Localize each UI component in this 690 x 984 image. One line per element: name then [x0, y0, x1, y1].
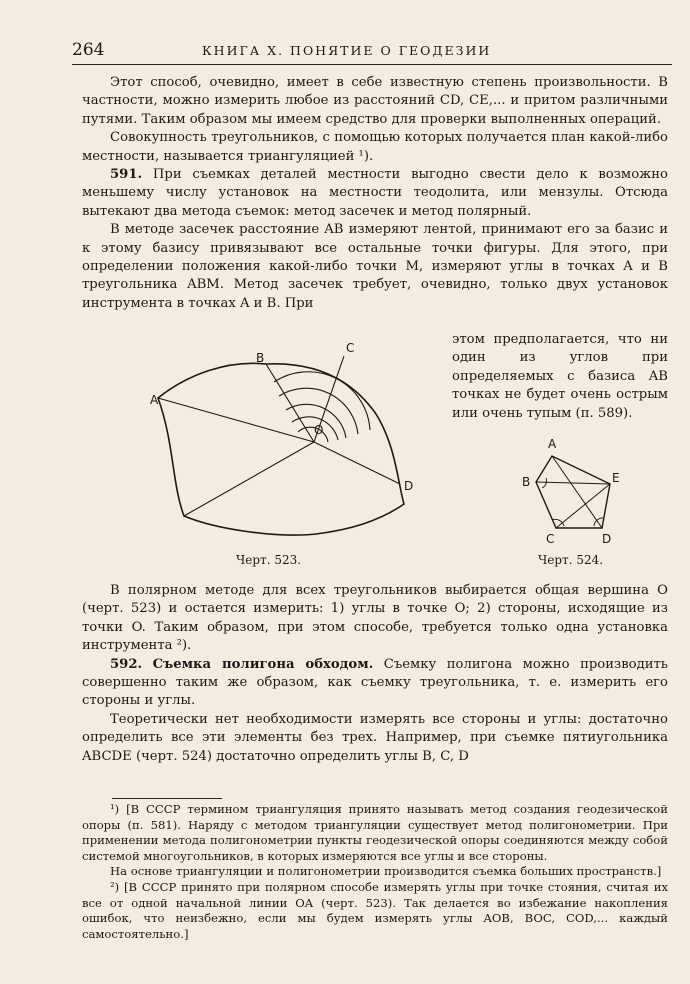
section-number-591: 591.	[110, 167, 143, 183]
fig523-label-a: A	[150, 393, 159, 407]
caption-524: Черт. 524.	[538, 553, 604, 567]
running-head: КНИГА Х. ПОНЯТИЕ О ГЕОДЕЗИИ	[202, 43, 492, 58]
footnote-1: ¹) [В СССР термином триангуляция принято называть метод создания геодезической опоры (п. 581). Наряду с методом триангуляции существует метод полигонометрии. При применении метода полигонометрии пункты геодезической опоры соединяются между собой системой многоугольников, в которых измеряются все углы и все стороны.	[82, 802, 668, 863]
page-header	[72, 40, 672, 62]
lower-text	[82, 582, 668, 766]
paragraph-polar-method: В полярном методе для всех треугольников выбирается общая вершина O (черт. 523) и остается измерить: 1) углы в точке O; 2) стороны, исходящие из точки O. Таким образом, при этом способе, требуется только одна установка инструмента ²).	[82, 583, 668, 654]
footnote-2: ²) [В СССР принято при полярном способе измерять углы при точке стояния, считая их все от одной начальной линии OA (черт. 523). Так делается во избежание накопления ошибок, что неизбежно, если мы будем измерять углы AOB, BOC, COD,... каждый самостоятельно.]	[82, 879, 668, 941]
section-592-title: Съемка полигона обходом.	[152, 656, 374, 672]
footnotes	[82, 802, 668, 942]
wrap-text	[452, 331, 668, 423]
paragraph-theoretical: Теоретически нет необходимости измерять все стороны и углы: достаточно определить все эти элементы без трех. Например, при съемке пятиугольника ABCDE (черт. 524) достаточно определить углы B, C, D	[82, 711, 668, 764]
fig524-label-a: A	[548, 437, 557, 451]
fig523-label-d: D	[404, 479, 414, 493]
top-text	[82, 74, 668, 313]
fig523-label-c: C	[346, 341, 355, 355]
figure-524	[512, 436, 622, 546]
fig524-label-c: C	[546, 532, 555, 546]
figure-523	[148, 334, 418, 544]
footnote-rule	[112, 798, 222, 799]
paragraph-592	[82, 656, 668, 711]
paragraph-591	[82, 166, 668, 221]
pentagon	[536, 456, 610, 528]
section-591-text: При съемках деталей местности выгодно свести дело к возможно меньшему числу установок на местности теодолита, или мензулы. Отсюда вытекают два метода съемок: метод засечек и метод полярный.	[82, 167, 668, 219]
paragraph-intersection-method: В методе засечек расстояние AB измеряют лентой, принимают его за базис и к этому базису привязывают все остальные точки фигуры. Для этого, при определении положения какой-либо точки M, измеряют углы в точках A и B треугольника ABM. Метод засечек требует, очевидно, только двух установок инструмента в точках A и B. При	[82, 222, 668, 311]
fig523-label-b: B	[256, 351, 265, 365]
footnote-1-continued: На основе триангуляции и полигонометрии производится съемка больших пространств.]	[110, 864, 662, 879]
paragraph-triangulation: Совокупность треугольников, с помощью которых получается план какой-либо местности, называется триангуляцией ¹).	[82, 130, 668, 164]
fig524-label-b: B	[522, 475, 531, 489]
page-number: 264	[72, 40, 105, 60]
paragraph-wrap: этом предполагается, что ни один из углов при определяемых с базиса AB точках не будет очень острым или очень тупым (п. 589).	[452, 332, 668, 421]
fig524-label-d: D	[602, 532, 612, 546]
header-rule	[72, 64, 672, 65]
section-number-592: 592.	[110, 656, 143, 672]
fig523-label-o: O	[314, 423, 324, 437]
paragraph-arbitrariness: Этот способ, очевидно, имеет в себе известную степень произвольности. В частности, можно измерить любое из расстояний CD, CE,... и притом различными путями. Таким образом мы имеем средство для проверки выполненных операций.	[82, 75, 668, 127]
section-592-text: Съемку полигона можно производить совершенно таким же образом, как съемку треугольника, т. е. измерить его стороны и углы.	[82, 656, 668, 709]
rays	[158, 356, 400, 516]
fig524-label-e: E	[612, 471, 620, 485]
caption-523: Черт. 523.	[236, 553, 302, 567]
